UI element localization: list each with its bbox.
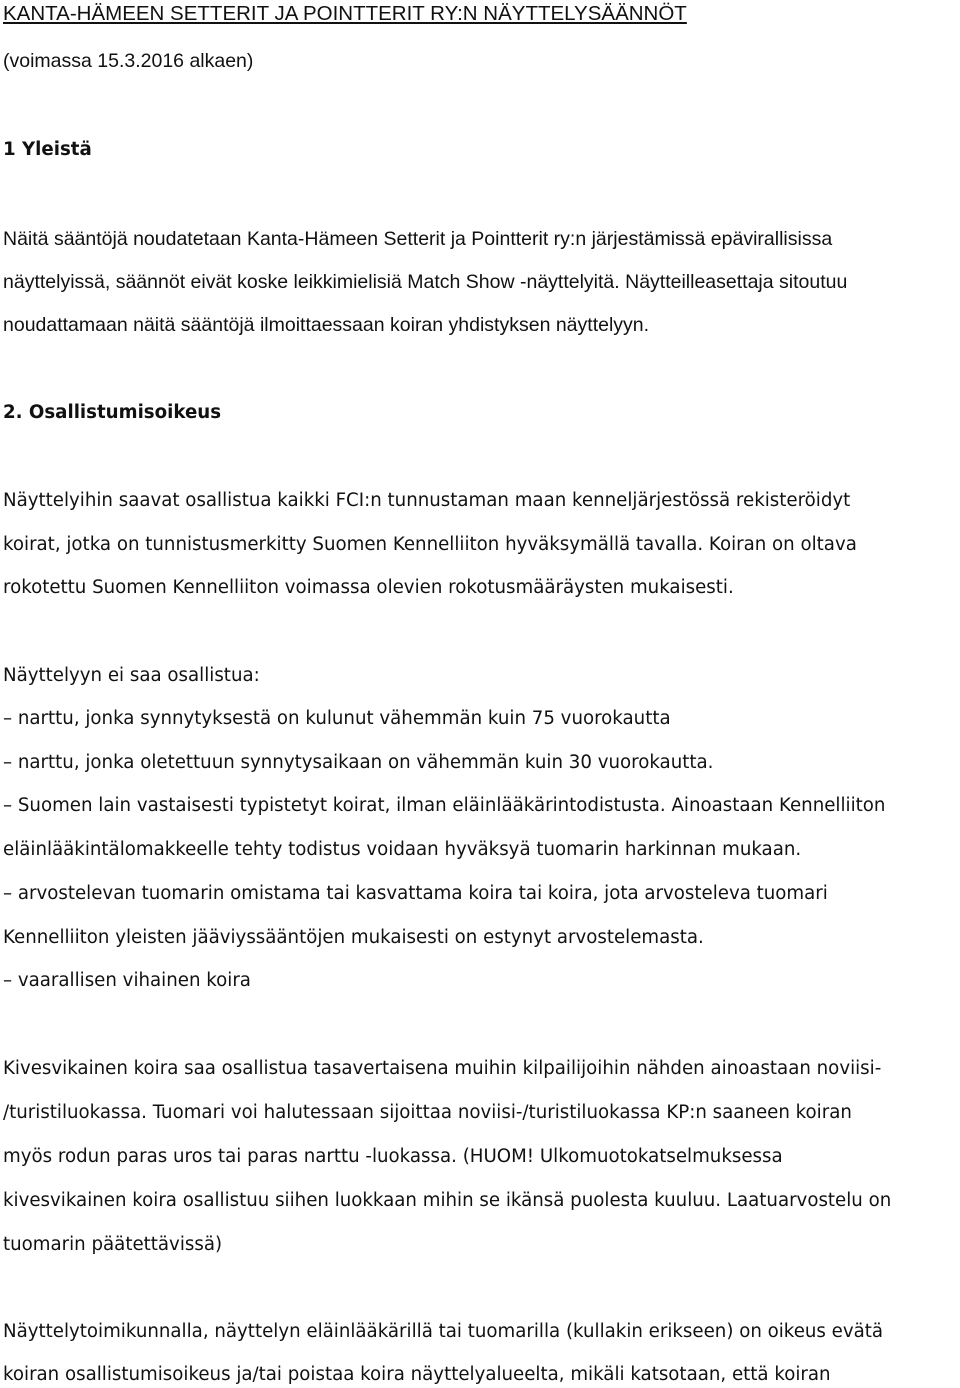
document-title: KANTA-HÄMEEN SETTERIT JA POINTTERIT RY:N NÄYTTELYSÄÄNNÖT <box>3 2 687 25</box>
section-2-paragraph-line: rokotettu Suomen Kennelliiton voimassa olevien rokotusmääräysten mukaisesti. <box>3 577 734 598</box>
exclusions-intro: Näyttelyyn ei saa osallistua: <box>3 665 260 686</box>
exclusion-item: – vaarallisen vihainen koira <box>3 970 251 991</box>
exclusion-item: eläinlääkintälomakkeelle tehty todistus voidaan hyväksyä tuomarin harkinnan mukaan. <box>3 839 802 860</box>
section-2-paragraph-line: koiran osallistumisoikeus ja/tai poistaa koira näyttelyalueelta, mikäli katsotaan, että koiran <box>3 1364 831 1385</box>
section-2-paragraph-line: Kivesvikainen koira saa osallistua tasavertaisena muihin kilpailijoihin nähden ainoastaan noviisi- <box>3 1058 882 1079</box>
section-2-heading: 2. Osallistumisoikeus <box>3 402 222 423</box>
section-1-line: noudattamaan näitä sääntöjä ilmoittaessaan koiran yhdistyksen näyttelyyn. <box>3 314 650 336</box>
section-1-line: näyttelyissä, säännöt eivät koske leikkimielisiä Match Show -näyttelyitä. Näytteilleasettaja sitoutuu <box>3 271 848 293</box>
section-2-paragraph-line: Näyttelyihin saavat osallistua kaikki FCI:n tunnustaman maan kenneljärjestössä rekisteröidyt <box>3 490 851 511</box>
section-2-paragraph-line: tuomarin päätettävissä) <box>3 1234 223 1255</box>
section-2-paragraph-line: myös rodun paras uros tai paras narttu -luokassa. (HUOM! Ulkomuotokatselmuksessa <box>3 1146 783 1167</box>
section-2-paragraph-line: kivesvikainen koira osallistuu siihen luokkaan mihin se ikänsä puolesta kuuluu. Laatuarvostelu on <box>3 1190 892 1211</box>
section-1-line: Näitä sääntöjä noudatetaan Kanta-Hämeen Setterit ja Pointterit ry:n järjestämissä epävirallisissa <box>3 228 833 250</box>
section-1-heading: 1 Yleistä <box>3 139 92 160</box>
section-2-paragraph-line: /turistiluokassa. Tuomari voi halutessaan sijoittaa noviisi-/turistiluokassa KP:n saaneen koiran <box>3 1102 852 1123</box>
exclusion-item: – arvostelevan tuomarin omistama tai kasvattama koira tai koira, jota arvosteleva tuomari <box>3 883 828 904</box>
exclusion-item: – narttu, jonka synnytyksestä on kulunut vähemmän kuin 75 vuorokautta <box>3 708 671 729</box>
exclusion-item: Kennelliiton yleisten jääviyssääntöjen mukaisesti on estynyt arvostelemasta. <box>3 927 704 948</box>
exclusion-item: – narttu, jonka oletettuun synnytysaikaan on vähemmän kuin 30 vuorokautta. <box>3 752 714 773</box>
validity-note: (voimassa 15.3.2016 alkaen) <box>3 50 254 72</box>
exclusion-item: – Suomen lain vastaisesti typistetyt koirat, ilman eläinlääkärintodistusta. Ainoastaan Kennelliiton <box>3 795 886 816</box>
section-2-paragraph-line: koirat, jotka on tunnistusmerkitty Suomen Kennelliiton hyväksymällä tavalla. Koiran on oltava <box>3 534 857 555</box>
section-2-paragraph-line: Näyttelytoimikunnalla, näyttelyn eläinlääkärillä tai tuomarilla (kullakin erikseen) on oikeus evätä <box>3 1321 884 1342</box>
